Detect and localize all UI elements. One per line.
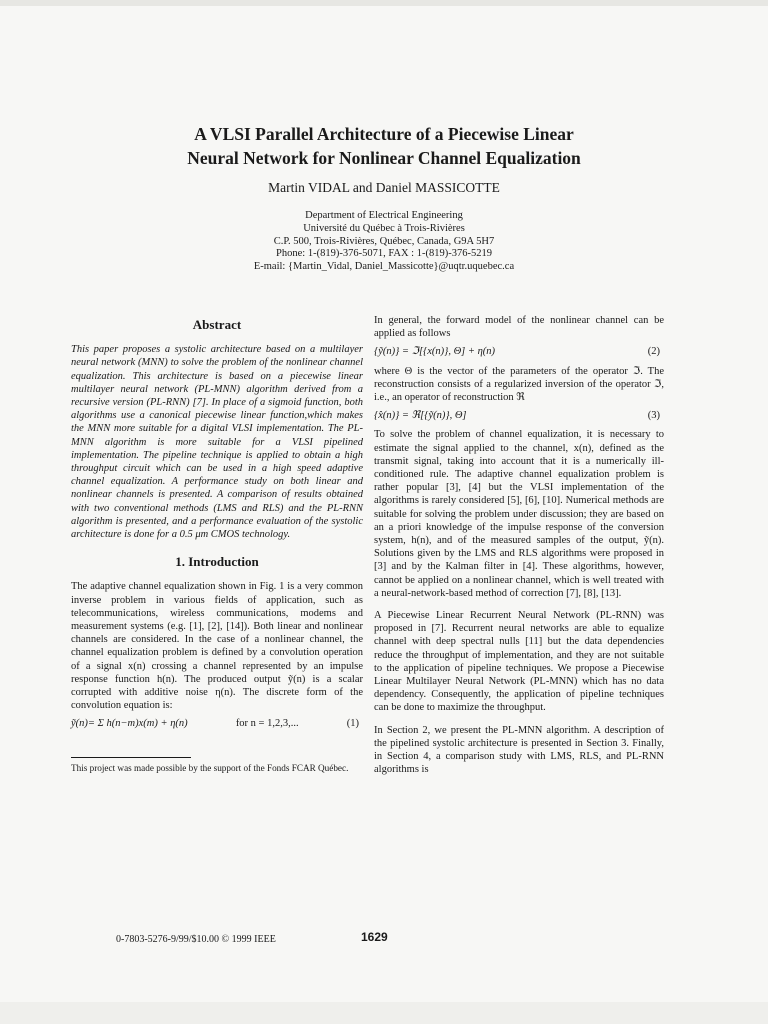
equation-3-body: {x̂(n)} = ℜ[{ỹ(n)}, Θ] <box>374 410 467 422</box>
footnote-divider <box>71 757 191 758</box>
forward-model-paragraph: In general, the forward model of the nonlinear channel can be applied as follows <box>374 315 664 340</box>
affiliation-department: Department of Electrical Engineering <box>305 210 463 221</box>
equation-3-number: (3) <box>647 410 660 422</box>
scan-bottom-band <box>0 1002 768 1024</box>
title-line-2: Neural Network for Nonlinear Channel Equalization <box>187 148 581 168</box>
left-column <box>71 314 363 774</box>
equation-1-body: ỹ(n)= Σ h(n−m)x(m) + η(n) <box>71 718 188 730</box>
equation-3 <box>374 409 664 422</box>
abstract-text: This paper proposes a systolic architecture based on a multilayer neural network (MNN) to solve the problem of the nonlinear channel equalization. This architecture is based on a piecewise linear multilayer neural network (PL-MNN) algorithm derived from a recursive version (PL-RNN) [7]. In place of a sigmoid function, both algorithms use a canonical piecewise linear function,which makes the MNN more suitable for a digital VLSI implementation. The PL-MNN algorithm is more suitable for a VLSI pipelined implementation. The pipeline technique is applied to obtain a high throughput circuit which can be used in a high speed adaptive channel equalization. A performance study on both linear and nonlinear channels is presented. A comparison of results obtained with two conventional methods (LMS and RLS) and the PL-RNN algorithm is presented, and a performance evaluation of the systolic architecture is done for a 0.5 μm CMOS technology. <box>71 344 363 541</box>
right-column <box>374 314 664 777</box>
introduction-heading: 1. Introduction <box>175 554 259 570</box>
abstract-heading: Abstract <box>192 317 242 332</box>
section-overview-paragraph: In Section 2, we present the PL-MNN algorithm. A description of the pipelined systolic architecture is presented in Section 3. Finally, in Section 4, a comparison study with LMS, RLS, and PL-RNN algorithms is <box>374 724 664 776</box>
channel-equalization-paragraph: To solve the problem of channel equalization, it is necessary to estimate the signal applied to the channel, x(n), defined as the transmit signal, taking into account that it is a numerically ill-conditioned rule. The adaptive channel equalization problem is rather popular [3], [4] but the VLSI implementation of the algorithms is rarely considered [5], [6], [10]. Numerical methods are suitable for solving the problem under discussion; they are based on an a priori knowledge of the impulse response of the conversion system, h(n), and of the measured samples of the output, ỹ(n). Solutions given by the LMS and RLS algorithms were proposed in [3] and by the Kalman filter in [4]. These algorithms, however, cannot be applied on a nonlinear channel, which is well treated with a neural-network-based method of correction [7], [8], [13]. <box>374 429 664 599</box>
title-line-1: A VLSI Parallel Architecture of a Piecewise Linear <box>194 124 574 144</box>
paper-title <box>60 122 708 170</box>
scan-top-band <box>0 0 768 6</box>
equation-1 <box>71 717 363 730</box>
authors: Martin VIDAL and Daniel MASSICOTTE <box>268 180 500 195</box>
page-number: 1629 <box>361 930 388 944</box>
pl-rnn-paragraph: A Piecewise Linear Recurrent Neural Network (PL-RNN) was proposed in [7]. Recurrent neural networks are able to equalize channel with deep spectral nulls [11] but the data dependencies reduce the throughput of implementation, and they are not suitable to the application of pipeline techniques. We propose a Piecewise Linear Multilayer Neural Network (PL-MNN) which has no data dependency. Consequently, the application of pipeline techniques can be done to maximize the throughput. <box>374 610 664 714</box>
equation-1-number: (1) <box>346 718 359 730</box>
affiliation-block <box>60 210 708 274</box>
reconstruction-paragraph: where Θ is the vector of the parameters of the operator ℑ. The reconstruction consists of a regularized inversion of the operator ℑ, i.e., an operator of reconstruction ℜ <box>374 365 664 404</box>
equation-2-body: {ỹ(n)} = ℑ[{x(n)}, Θ] + η(n) <box>374 346 496 358</box>
equation-2 <box>374 345 664 358</box>
affiliation-email: E-mail: {Martin_Vidal, Daniel_Massicotte}@uqtr.uquebec.ca <box>253 261 515 273</box>
copyright-line: 0-7803-5276-9/99/$10.00 © 1999 IEEE <box>116 934 276 945</box>
intro-paragraph: The adaptive channel equalization shown in Fig. 1 is a very common inverse problem in various fields of application, such as telecommunications, wireless communications, modems and measurement systems (e.g. [1], [2], [14]). Both linear and nonlinear channels are considered. In the case of a nonlinear channel, the channel equalization problem is defined by a convolution operation of a signal x(n) crossing a channel represented by an impulse response function h(n). The produced output ỹ(n) is a scalar corrupted with additive noise η(n). The discrete form of the convolution equation is: <box>71 581 363 712</box>
affiliation-phone: Phone: 1-(819)-376-5071, FAX : 1-(819)-376-5219 <box>276 248 492 260</box>
equation-1-condition: for n = 1,2,3,... <box>235 718 299 730</box>
footnote: This project was made possible by the support of the Fonds FCAR Québec. <box>71 762 349 773</box>
affiliation-address: C.P. 500, Trois-Rivières, Québec, Canada, G9A 5H7 <box>273 235 495 247</box>
equation-2-number: (2) <box>647 346 660 358</box>
affiliation-university: Université du Québec à Trois-Rivières <box>303 222 465 234</box>
